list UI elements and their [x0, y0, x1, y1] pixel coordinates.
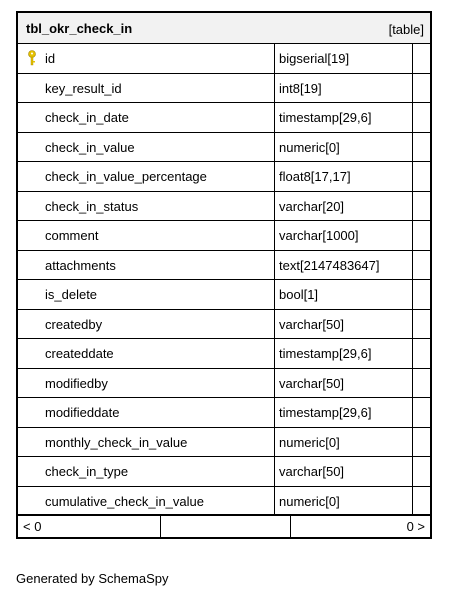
column-type: int8[19] [279, 80, 322, 96]
column-name-cell [18, 457, 275, 486]
column-name-cell [18, 44, 275, 73]
footer-parents-cell [18, 515, 161, 537]
column-type-cell [275, 74, 413, 103]
column-type: numeric[0] [279, 493, 340, 509]
table-row [18, 192, 430, 222]
column-name-cell [18, 162, 275, 191]
column-name: cumulative_check_in_value [45, 493, 204, 509]
column-type-cell [275, 369, 413, 398]
column-name: check_in_date [45, 110, 129, 125]
table-row [18, 369, 430, 399]
table-footer [18, 514, 430, 537]
generated-by-text: Generated by SchemaSpy [16, 571, 169, 586]
column-name-cell [18, 192, 275, 221]
column-name-cell [18, 251, 275, 280]
column-name: createdby [45, 316, 103, 332]
column-type-cell [275, 428, 413, 457]
table-type-label: [table] [388, 22, 424, 37]
table-row [18, 251, 430, 281]
column-type: varchar[50] [279, 375, 345, 391]
column-name: key_result_id [45, 80, 122, 96]
column-type-cell [275, 133, 413, 162]
column-type-cell [275, 251, 413, 280]
column-type-cell [275, 339, 413, 368]
column-type: timestamp[29,6] [279, 110, 372, 125]
column-type: varchar[1000] [279, 228, 359, 243]
parents-count: < 0 [23, 519, 42, 534]
column-type-cell [275, 44, 413, 73]
column-name-cell [18, 487, 275, 516]
table-row [18, 74, 430, 104]
column-name-cell [18, 133, 275, 162]
column-type: varchar[50] [279, 316, 345, 332]
column-name-cell [18, 103, 275, 132]
column-type: timestamp[29,6] [279, 346, 372, 361]
table-row [18, 103, 430, 133]
column-type: numeric[0] [279, 139, 340, 155]
table-row [18, 339, 430, 369]
column-name: check_in_type [45, 464, 129, 479]
column-name-cell [18, 74, 275, 103]
column-name: check_in_value_percentage [45, 169, 207, 184]
column-type-cell [275, 162, 413, 191]
column-name-cell [18, 428, 275, 457]
column-list [18, 44, 430, 516]
column-type: bool[1] [279, 287, 319, 302]
column-name: attachments [45, 257, 116, 273]
column-name: check_in_value [45, 139, 135, 155]
table-row [18, 428, 430, 458]
table-name: tbl_okr_check_in [26, 21, 133, 36]
key-icon [27, 50, 37, 66]
footer-middle-cell [161, 515, 291, 537]
column-name: modifiedby [45, 375, 108, 391]
column-type-cell [275, 192, 413, 221]
column-type: text[2147483647] [279, 257, 380, 273]
column-type: varchar[20] [279, 198, 345, 214]
column-name-cell [18, 398, 275, 427]
table-row [18, 310, 430, 340]
column-name: id [45, 51, 56, 66]
column-type-cell [275, 457, 413, 486]
column-type-cell [275, 280, 413, 309]
column-type-cell [275, 310, 413, 339]
table-row [18, 398, 430, 428]
column-name-cell [18, 339, 275, 368]
column-name-cell [18, 280, 275, 309]
column-name-cell [18, 369, 275, 398]
footer-children-cell [291, 515, 430, 537]
column-type: timestamp[29,6] [279, 405, 372, 420]
column-type-cell [275, 103, 413, 132]
table-row [18, 162, 430, 192]
column-type: bigserial[19] [279, 51, 350, 66]
column-name-cell [18, 221, 275, 250]
column-type-cell [275, 221, 413, 250]
table-row [18, 457, 430, 487]
table-row [18, 280, 430, 310]
column-type-cell [275, 398, 413, 427]
table-row [18, 487, 430, 517]
children-count: 0 > [406, 519, 425, 534]
column-name: modifieddate [45, 405, 120, 420]
column-type: float8[17,17] [279, 169, 351, 184]
table-row [18, 221, 430, 251]
column-name: createddate [45, 346, 114, 361]
column-type-cell [275, 487, 413, 516]
table-header [18, 13, 430, 44]
column-name: is_delete [45, 287, 98, 302]
table-box [16, 11, 432, 539]
column-name-cell [18, 310, 275, 339]
table-row [18, 133, 430, 163]
column-name: check_in_status [45, 198, 139, 214]
column-name: monthly_check_in_value [45, 434, 188, 450]
column-name: comment [45, 228, 99, 243]
column-type: varchar[50] [279, 464, 345, 479]
table-row [18, 44, 430, 74]
column-type: numeric[0] [279, 434, 340, 450]
